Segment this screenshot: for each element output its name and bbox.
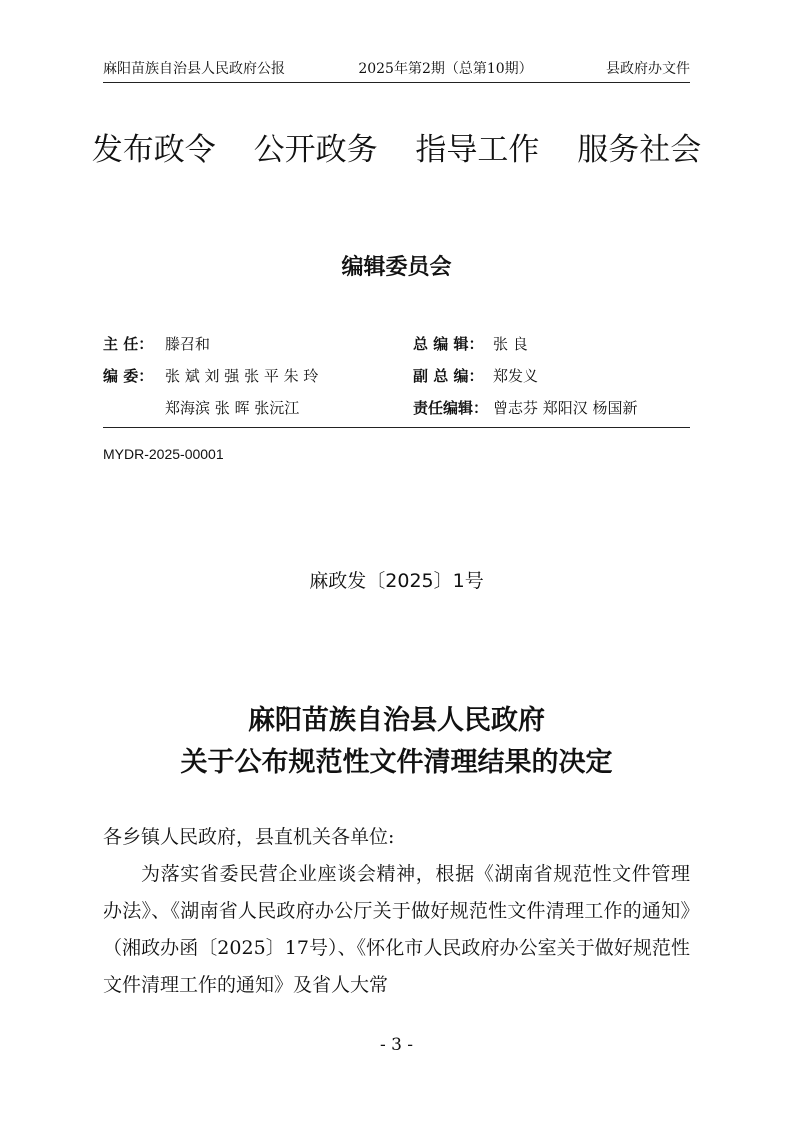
running-header bbox=[103, 58, 690, 78]
deputy-editor-label: 副 总 编： bbox=[413, 367, 484, 385]
deputy-editor-name: 郑发义 bbox=[493, 367, 539, 385]
responsible-editors-names: 曾志芬 郑阳汉 杨国新 bbox=[493, 399, 638, 417]
title-line-2: 关于公布规范性文件清理结果的决定 bbox=[180, 747, 613, 778]
header-rule bbox=[103, 82, 690, 83]
members-label: 编 委： bbox=[103, 367, 154, 385]
document-number: 麻政发〔2025〕1号 bbox=[309, 570, 484, 592]
members-line-1: 张 斌 刘 强 张 平 朱 玲 bbox=[165, 367, 319, 385]
responsible-editors-label: 责任编辑： bbox=[413, 399, 489, 417]
chief-editor-name: 张 良 bbox=[493, 335, 528, 353]
salutation: 各乡镇人民政府，县直机关各单位: bbox=[103, 826, 395, 848]
title-line-1: 麻阳苗族自治县人民政府 bbox=[248, 705, 545, 736]
director-label: 主 任： bbox=[103, 335, 154, 353]
section-name: 县政府办文件 bbox=[605, 61, 690, 77]
roster-row bbox=[103, 397, 690, 429]
document-body bbox=[103, 819, 690, 1004]
document-title bbox=[0, 700, 793, 784]
publication-name: 麻阳苗族自治县人民政府公报 bbox=[103, 61, 285, 77]
slogan: 发布政令 公开政务 指导工作 服务社会 bbox=[91, 132, 702, 168]
members-line-2: 郑海滨 张 晖 张沅江 bbox=[165, 399, 300, 417]
page-number: - 3 - bbox=[379, 1035, 414, 1055]
chief-editor-label: 总 编 辑： bbox=[413, 335, 484, 353]
roster-row bbox=[103, 333, 690, 365]
committee-roster bbox=[103, 333, 690, 429]
body-paragraph: 为落实省委民营企业座谈会精神，根据《湖南省规范性文件管理办法》、《湖南省人民政府办公厅关于做好规范性文件清理工作的通知》（湘政办函〔2025〕17号）、《怀化市人民政府办公室关于做好规范性文件清理工作的通知》及省人大常 bbox=[103, 863, 690, 996]
committee-title: 编辑委员会 bbox=[341, 255, 452, 280]
roster-row bbox=[103, 365, 690, 397]
committee-rule bbox=[103, 427, 690, 428]
issue-number: 2025年第2期（总第10期） bbox=[358, 61, 533, 77]
document-code: MYDR-2025-00001 bbox=[103, 446, 224, 462]
director-name: 滕召和 bbox=[165, 335, 211, 353]
